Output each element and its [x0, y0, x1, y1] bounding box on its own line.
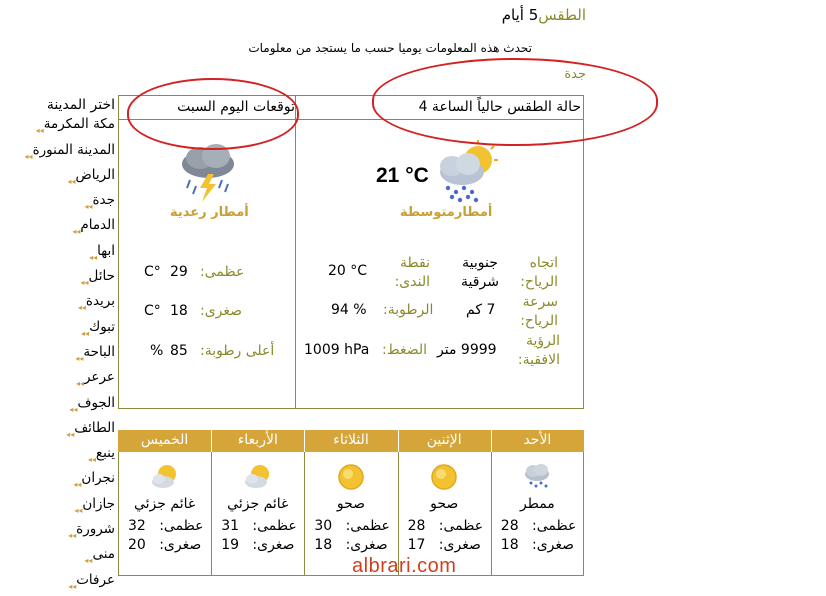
arrow-icon: ◂◂: [77, 303, 86, 313]
partly-cloudy-icon: [151, 463, 179, 491]
day-name: الأربعاء: [237, 432, 278, 448]
day-divider: [211, 430, 212, 452]
max-humidity-value: 85: [170, 343, 188, 359]
sidebar-item[interactable]: [0, 444, 115, 469]
day-divider: [491, 452, 492, 576]
day-min-label: صغرى:: [438, 537, 481, 553]
sidebar-item[interactable]: [0, 115, 115, 140]
update-notice: تحدث هذه المعلومات يوميا حسب ما يستجد من معلومات: [248, 41, 532, 55]
annotation-circle-current: [372, 58, 658, 146]
title-suffix: 5 أيام: [501, 6, 539, 24]
day-max-label: عظمى:: [345, 518, 390, 534]
day-name: الإثنين: [426, 432, 462, 448]
sidebar-item-label[interactable]: الطائف: [74, 419, 115, 436]
sidebar-item-label[interactable]: الرياض: [75, 166, 115, 183]
sidebar-item-label[interactable]: بريدة: [85, 293, 115, 310]
sun-icon: [337, 463, 365, 491]
city-name: جدة: [564, 67, 586, 82]
sun-icon: [430, 463, 458, 491]
day-condition: صحو: [430, 496, 459, 512]
sidebar-item-label[interactable]: حائل: [88, 268, 115, 285]
arrow-icon: ◂◂: [69, 404, 78, 414]
sidebar-item[interactable]: [0, 495, 115, 520]
day-condition: غائم جزئي: [133, 496, 196, 512]
cloud-sun-rain-icon: [432, 140, 498, 204]
day-min-label: صغرى:: [345, 537, 388, 553]
max-humidity-unit: %: [150, 343, 164, 359]
day-min-value: 20: [128, 537, 146, 553]
sidebar-item[interactable]: [0, 166, 115, 191]
min-temp-value: 18: [170, 303, 188, 319]
arrow-icon: ◂◂: [35, 126, 44, 136]
sidebar-item[interactable]: [0, 343, 115, 368]
day-divider: [304, 452, 305, 576]
arrow-icon: ◂◂: [24, 151, 33, 161]
min-temp-label: صغرى:: [200, 303, 243, 319]
day-max-value: 32: [128, 518, 146, 534]
day-name: الخميس: [140, 432, 189, 448]
sidebar-item[interactable]: [0, 368, 115, 393]
arrow-icon: ◂◂: [75, 379, 84, 389]
day-divider: [491, 430, 492, 452]
sidebar-item-label[interactable]: الجوف: [77, 394, 115, 411]
arrow-icon: ◂◂: [89, 252, 98, 262]
sidebar-item[interactable]: [0, 191, 115, 216]
dew-point-value: 20 °C: [328, 263, 368, 279]
partly-cloudy-icon: [244, 463, 272, 491]
day-max-value: 30: [314, 518, 333, 534]
title-prefix: الطقس: [538, 6, 586, 24]
day-max-value: 28: [407, 518, 426, 534]
arrow-icon: ◂◂: [84, 556, 93, 566]
day-min-value: 18: [500, 537, 519, 553]
wind-speed-value: 7 كم: [466, 302, 496, 318]
current-condition: أمطارمتوسطة: [400, 205, 493, 220]
max-humidity-label: أعلى رطوبة:: [200, 343, 275, 359]
arrow-icon: ◂◂: [84, 202, 93, 212]
day-max-label: عظمى:: [438, 518, 484, 534]
sidebar-item-label[interactable]: منى: [92, 546, 115, 563]
max-temp-value: 29: [170, 264, 188, 280]
pressure-label: الضغط:: [382, 342, 428, 358]
day-min-label: صغرى:: [159, 537, 202, 553]
arrow-icon: ◂◂: [68, 581, 77, 591]
sidebar-item-label[interactable]: جدة: [92, 192, 115, 209]
sidebar-item[interactable]: [0, 469, 115, 494]
visibility-label: الرؤية الافقية:: [517, 333, 560, 368]
city-sidebar: [0, 96, 115, 596]
max-temp-label: عظمى:: [200, 264, 245, 280]
arrow-icon: ◂◂: [80, 278, 89, 288]
arrow-icon: ◂◂: [87, 455, 96, 465]
sidebar-item[interactable]: [0, 141, 115, 166]
forecast-condition: أمطار رعدية: [170, 205, 249, 220]
sidebar-item-label[interactable]: الباحة: [83, 343, 115, 360]
max-temp-unit: C°: [144, 264, 161, 280]
sidebar-item[interactable]: [0, 318, 115, 343]
day-max-label: عظمى:: [532, 518, 577, 534]
day-min-value: 17: [407, 537, 426, 553]
pressure-value: 1009 hPa: [304, 342, 370, 358]
sidebar-item[interactable]: [0, 545, 115, 570]
day-min-label: صغرى:: [252, 537, 295, 553]
arrow-icon: ◂◂: [66, 429, 75, 439]
wind-speed-label: سرعة الرياح:: [520, 294, 558, 329]
wind-direction-value: جنوبية شرقية: [461, 255, 499, 290]
sidebar-item[interactable]: [0, 520, 115, 545]
sidebar-item-label[interactable]: ينبع: [95, 445, 115, 462]
watermark: albrari.com: [352, 555, 457, 577]
arrow-icon: ◂◂: [67, 176, 76, 186]
day-divider: [398, 430, 399, 452]
sidebar-item-label[interactable]: مكة المكرمة: [43, 116, 115, 133]
arrow-icon: ◂◂: [68, 531, 77, 541]
day-condition: صحو: [336, 496, 366, 512]
day-max-value: 31: [221, 518, 240, 534]
dew-point-label: نقطة الندى:: [394, 255, 430, 290]
sidebar-item[interactable]: [0, 267, 115, 292]
sidebar-item[interactable]: [0, 419, 115, 444]
sidebar-item[interactable]: [0, 394, 115, 419]
humidity-value: 94 %: [331, 302, 367, 318]
page-title: [502, 6, 586, 24]
sidebar-item-label[interactable]: جازان: [82, 495, 115, 512]
day-min-value: 19: [221, 537, 240, 553]
humidity-label: الرطوبة:: [383, 302, 434, 318]
arrow-icon: ◂◂: [75, 353, 84, 363]
sidebar-item[interactable]: [0, 216, 115, 241]
day-condition: ممطر: [519, 496, 555, 512]
day-max-label: عظمى:: [252, 518, 297, 534]
arrow-icon: ◂◂: [74, 505, 83, 515]
rain-cloud-icon: [523, 463, 551, 491]
day-condition: غائم جزئي: [227, 496, 289, 512]
sidebar-item[interactable]: [0, 292, 115, 317]
panel-divider: [295, 95, 296, 409]
sidebar-item-label[interactable]: شرورة: [76, 521, 115, 538]
current-temperature: 21 °C: [376, 164, 429, 187]
day-name: الثلاثاء: [333, 432, 369, 448]
sidebar-item[interactable]: [0, 242, 115, 267]
day-max-value: 28: [500, 518, 519, 534]
min-temp-unit: C°: [144, 303, 161, 319]
arrow-icon: ◂◂: [81, 328, 90, 338]
day-divider: [304, 430, 305, 452]
annotation-circle-forecast: [127, 78, 299, 150]
sidebar-item-label[interactable]: ابها: [97, 242, 115, 259]
day-divider: [211, 452, 212, 576]
today-forecast-header: توقعات اليوم السبت: [177, 99, 295, 115]
sidebar-item[interactable]: [0, 571, 115, 596]
day-max-label: عظمى:: [159, 518, 204, 534]
sidebar-item-label[interactable]: تبوك: [89, 318, 115, 335]
current-weather-header: حالة الطقس حالياً الساعة 4: [418, 99, 581, 115]
arrow-icon: ◂◂: [72, 227, 81, 237]
sidebar-item-label[interactable]: نجران: [81, 470, 115, 487]
day-min-label: صغرى:: [532, 537, 575, 553]
visibility-value: 9999 متر: [437, 342, 497, 358]
sidebar-item-label[interactable]: الدمام: [80, 217, 115, 234]
day-min-value: 18: [314, 537, 333, 553]
sidebar-heading: اختر المدينة: [46, 97, 115, 113]
arrow-icon: ◂◂: [73, 480, 82, 490]
day-name: الأحد: [523, 432, 552, 448]
wind-direction-label: اتجاه الرياح:: [520, 255, 558, 290]
sidebar-item-label[interactable]: عرفات: [76, 571, 115, 588]
sidebar-item-label[interactable]: المدينة المنورة: [32, 141, 115, 158]
sidebar-item-label[interactable]: عرعر: [83, 369, 115, 386]
